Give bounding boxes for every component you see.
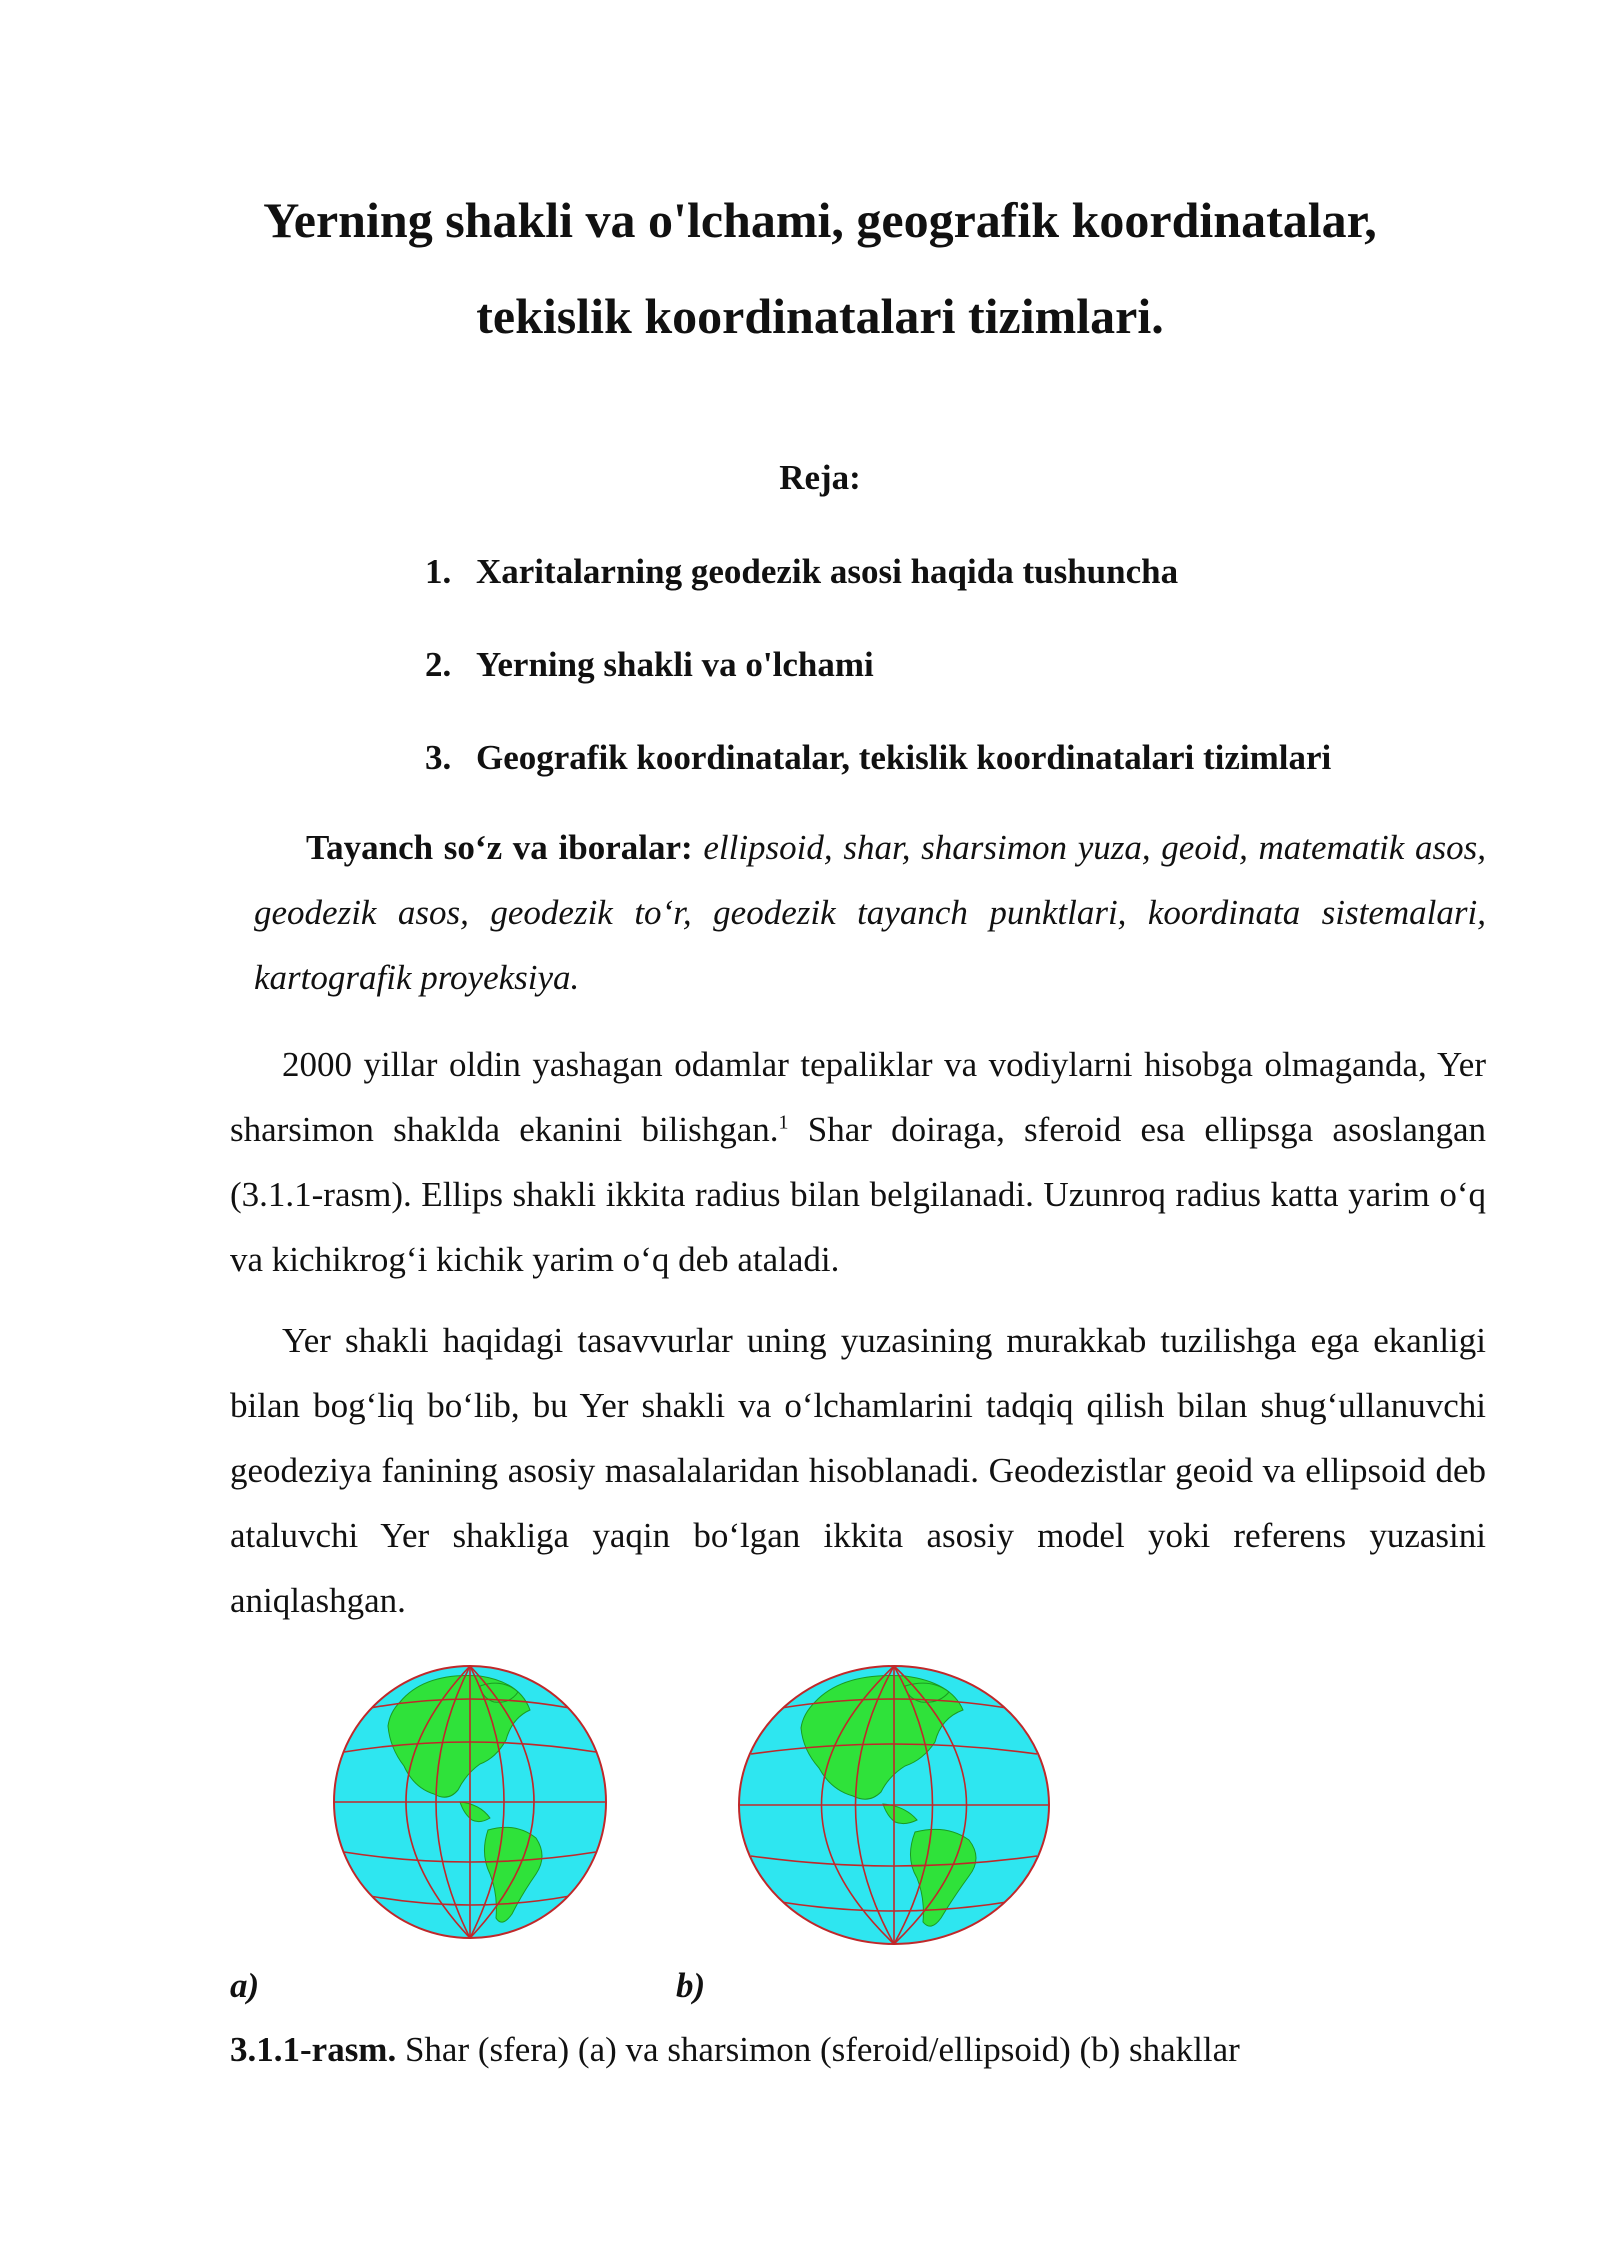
plan-item-text: Yerning shakli va o'lchami — [476, 645, 874, 684]
plan-item-text: Geografik koordinatalar, tekislik koordinatalari tizimlari — [476, 738, 1332, 777]
keywords-label: Tayanch so‘z va iboralar: — [306, 828, 693, 867]
caption-label: 3.1.1-rasm. — [230, 2030, 397, 2069]
globe-graticule — [739, 1666, 1049, 1944]
figure-label-a: a) — [230, 1966, 260, 2005]
plan-heading: Reja: — [779, 458, 861, 497]
globe-graticule — [334, 1666, 606, 1938]
figure-label-b: b) — [676, 1966, 706, 2005]
keywords-paragraph — [254, 815, 1486, 1010]
body-paragraph-2 — [230, 1308, 1486, 1633]
plan-item — [425, 734, 1331, 827]
body-paragraph-1 — [230, 1032, 1486, 1292]
title-line-2: tekislik koordinatalari tizimlari. — [476, 288, 1164, 344]
plan-item — [425, 641, 1331, 734]
paragraph-text: Yer shakli haqidagi tasavvurlar uning yuzasining murakkab tuzilishga ega ekanligi bilan bog‘liq bo‘lib, bu Yer shakli va o‘lchamlarini tadqiq qilish bilan shug‘ullanuvchi geodeziya fanining asosiy masalalaridan hisoblanadi. Geodezistlar geoid va ellipsoid deb ataluvchi Yer shakliga yaqin bo‘lgan ikkita asosiy model yoki referens yuzasini aniqlashgan. — [230, 1321, 1486, 1620]
plan-item-number: 3. — [425, 738, 452, 777]
document-title — [150, 172, 1490, 364]
plan-item-number: 1. — [425, 552, 452, 591]
sphere-globe-image — [330, 1662, 610, 1942]
spheroid-globe-image — [735, 1662, 1053, 1948]
caption-text: Shar (sfera) (a) va sharsimon (sferoid/ellipsoid) (b) shakllar — [396, 2030, 1240, 2069]
title-line-1: Yerning shakli va o'lchami, geografik koordinatalar, — [263, 192, 1377, 248]
plan-item-text: Xaritalarning geodezik asosi haqida tushuncha — [476, 552, 1179, 591]
footnote-marker[interactable]: 1 — [778, 1111, 789, 1134]
plan-item-number: 2. — [425, 645, 452, 684]
keywords-text: ellipsoid, shar, sharsimon yuza, geoid, matematik asos, geodezik asos, geodezik to‘r, geodezik tayanch punktlari, koordinata sistemalari, kartografik proyeksiya. — [254, 828, 1486, 997]
plan-item — [425, 548, 1331, 641]
paragraph-text: 2000 yillar oldin yashagan odamlar tepaliklar va vodiylarni hisobga olmaganda, Yer sharsimon shaklda ekanini bilishgan. — [230, 1045, 1486, 1149]
paragraph-text: Shar doiraga, sferoid esa ellipsga asoslangan (3.1.1-rasm). Ellips shakli ikkita radius bilan belgilanadi. Uzunroq radius katta yarim o‘q va kichikrog‘i kichik yarim o‘q deb ataladi. — [230, 1110, 1487, 1279]
figure-caption — [230, 2030, 1240, 2070]
plan-list — [425, 548, 1331, 827]
